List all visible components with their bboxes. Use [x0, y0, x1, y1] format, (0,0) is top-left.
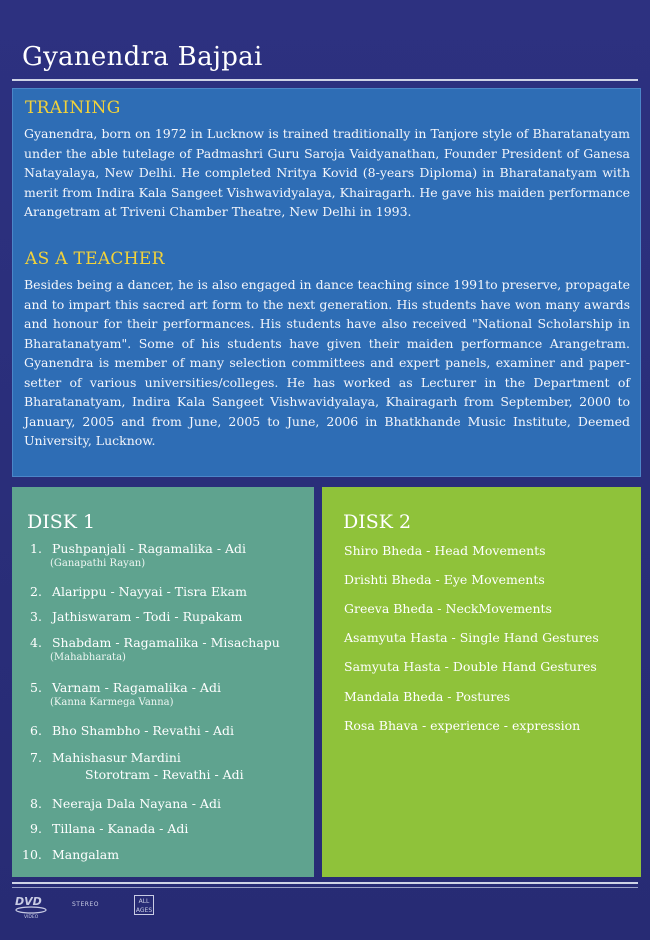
- list-item: Drishti Bheda - Eye Movements: [344, 572, 545, 587]
- rating-top: ALL: [138, 898, 150, 905]
- track-item: [30, 608, 242, 625]
- disk2-panel: [322, 487, 641, 877]
- track-title: Bho Shambho - Revathi - Adi: [51, 723, 234, 738]
- track-subtitle: (Ganapathi Rayan): [50, 558, 146, 569]
- track-title: Tillana - Kanada - Adi: [51, 821, 189, 836]
- dvd-logo-text: DVD: [15, 895, 42, 908]
- list-item: Asamyuta Hasta - Single Hand Gestures: [344, 630, 599, 645]
- teacher-heading: AS A TEACHER: [25, 249, 165, 269]
- rating-bottom: AGES: [135, 907, 153, 914]
- disk1-heading: DISK 1: [27, 511, 96, 533]
- track-title: Mangalam: [51, 847, 120, 862]
- track-item: [30, 583, 247, 600]
- track-item: [30, 795, 221, 812]
- disk2-heading: DISK 2: [343, 511, 412, 533]
- list-item: Greeva Bheda - NeckMovements: [344, 601, 552, 616]
- track-number: 1.: [30, 541, 42, 556]
- track-number: 10.: [22, 847, 42, 862]
- track-title: Mahishasur Mardini: [51, 750, 181, 765]
- track-item: [30, 749, 244, 783]
- track-title: Shabdam - Ragamalika - Misachapu: [51, 635, 280, 650]
- track-number: 2.: [30, 584, 42, 599]
- training-heading: TRAINING: [25, 98, 121, 118]
- track-item: [22, 846, 119, 863]
- divider: [12, 882, 638, 884]
- track-subtitle: (Mahabharata): [50, 652, 126, 663]
- track-number: 6.: [30, 723, 42, 738]
- rating-badge: [134, 895, 154, 915]
- track-item: [30, 540, 246, 570]
- track-title: Neeraja Dala Nayana - Adi: [51, 796, 221, 811]
- footer-logos: [14, 893, 214, 923]
- teacher-text: Besides being a dancer, he is also engaged in dance teaching since 1991to preserve, propagate and to impart this sacred art form to the next generation. His students have won many awards and honour for their performances. His students have also received "National Scholarship in Bharatanatyam". Some of his students have given their maiden performance Arangetram. Gyanendra is member of many selection committees and expert panels, examiner and paper-setter of various universities/colleges. He has worked as Lecturer in the Department of Bharatanatyam, Indira Kala Sangeet Vishwavidyalaya, Khairagarh from September, 2000 to January, 2005 and from June, 2005 to June, 2006 in Bhatkhande Music Institute, Deemed University, Lucknow.: [24, 277, 630, 448]
- track-item: [30, 722, 234, 739]
- track-number: 9.: [30, 821, 42, 836]
- list-item: Mandala Bheda - Postures: [344, 689, 511, 704]
- track-number: 7.: [30, 750, 42, 765]
- track-number: 5.: [30, 680, 42, 695]
- page-title: Gyanendra Bajpai: [22, 42, 263, 72]
- divider: [12, 887, 638, 888]
- dvd-logo-icon: [14, 893, 50, 919]
- dvd-sub-text: VIDEO: [24, 915, 39, 919]
- track-item: [30, 634, 280, 664]
- list-item: Shiro Bheda - Head Movements: [344, 543, 546, 558]
- stereo-label: STEREO: [72, 901, 99, 908]
- track-item: [30, 820, 188, 837]
- track-title-line2: Storotram - Revathi - Adi: [85, 767, 244, 782]
- training-text: Gyanendra, born on 1972 in Lucknow is trained traditionally in Tanjore style of Bharatanatyam under the able tutelage of Padmashri Guru Saroja Vaidyanathan, Founder President of Ganesa Natayalaya, New Delhi. He completed Nritya Kovid (8-years Diploma) in Bharatanatyam with merit from Indira Kala Sangeet Vishwavidyalaya, Khairagarh. He gave his maiden performance Arangetram at Triveni Chamber Theatre, New Delhi in 1993.: [24, 126, 630, 219]
- disk1-panel: [12, 487, 314, 877]
- track-title: Jathiswaram - Todi - Rupakam: [51, 609, 243, 624]
- track-number: 4.: [30, 635, 42, 650]
- track-number: 3.: [30, 609, 42, 624]
- track-subtitle: (Kanna Karmega Vanna): [50, 697, 174, 708]
- bio-panel: [12, 88, 641, 477]
- track-title: Alarippu - Nayyai - Tisra Ekam: [51, 584, 247, 599]
- track-number: 8.: [30, 796, 42, 811]
- track-title: Varnam - Ragamalika - Adi: [51, 680, 221, 695]
- divider: [12, 79, 638, 81]
- list-item: Samyuta Hasta - Double Hand Gestures: [344, 659, 597, 674]
- track-title: Pushpanjali - Ragamalika - Adi: [51, 541, 247, 556]
- track-item: [30, 679, 221, 709]
- list-item: Rosa Bhava - experience - expression: [344, 718, 581, 733]
